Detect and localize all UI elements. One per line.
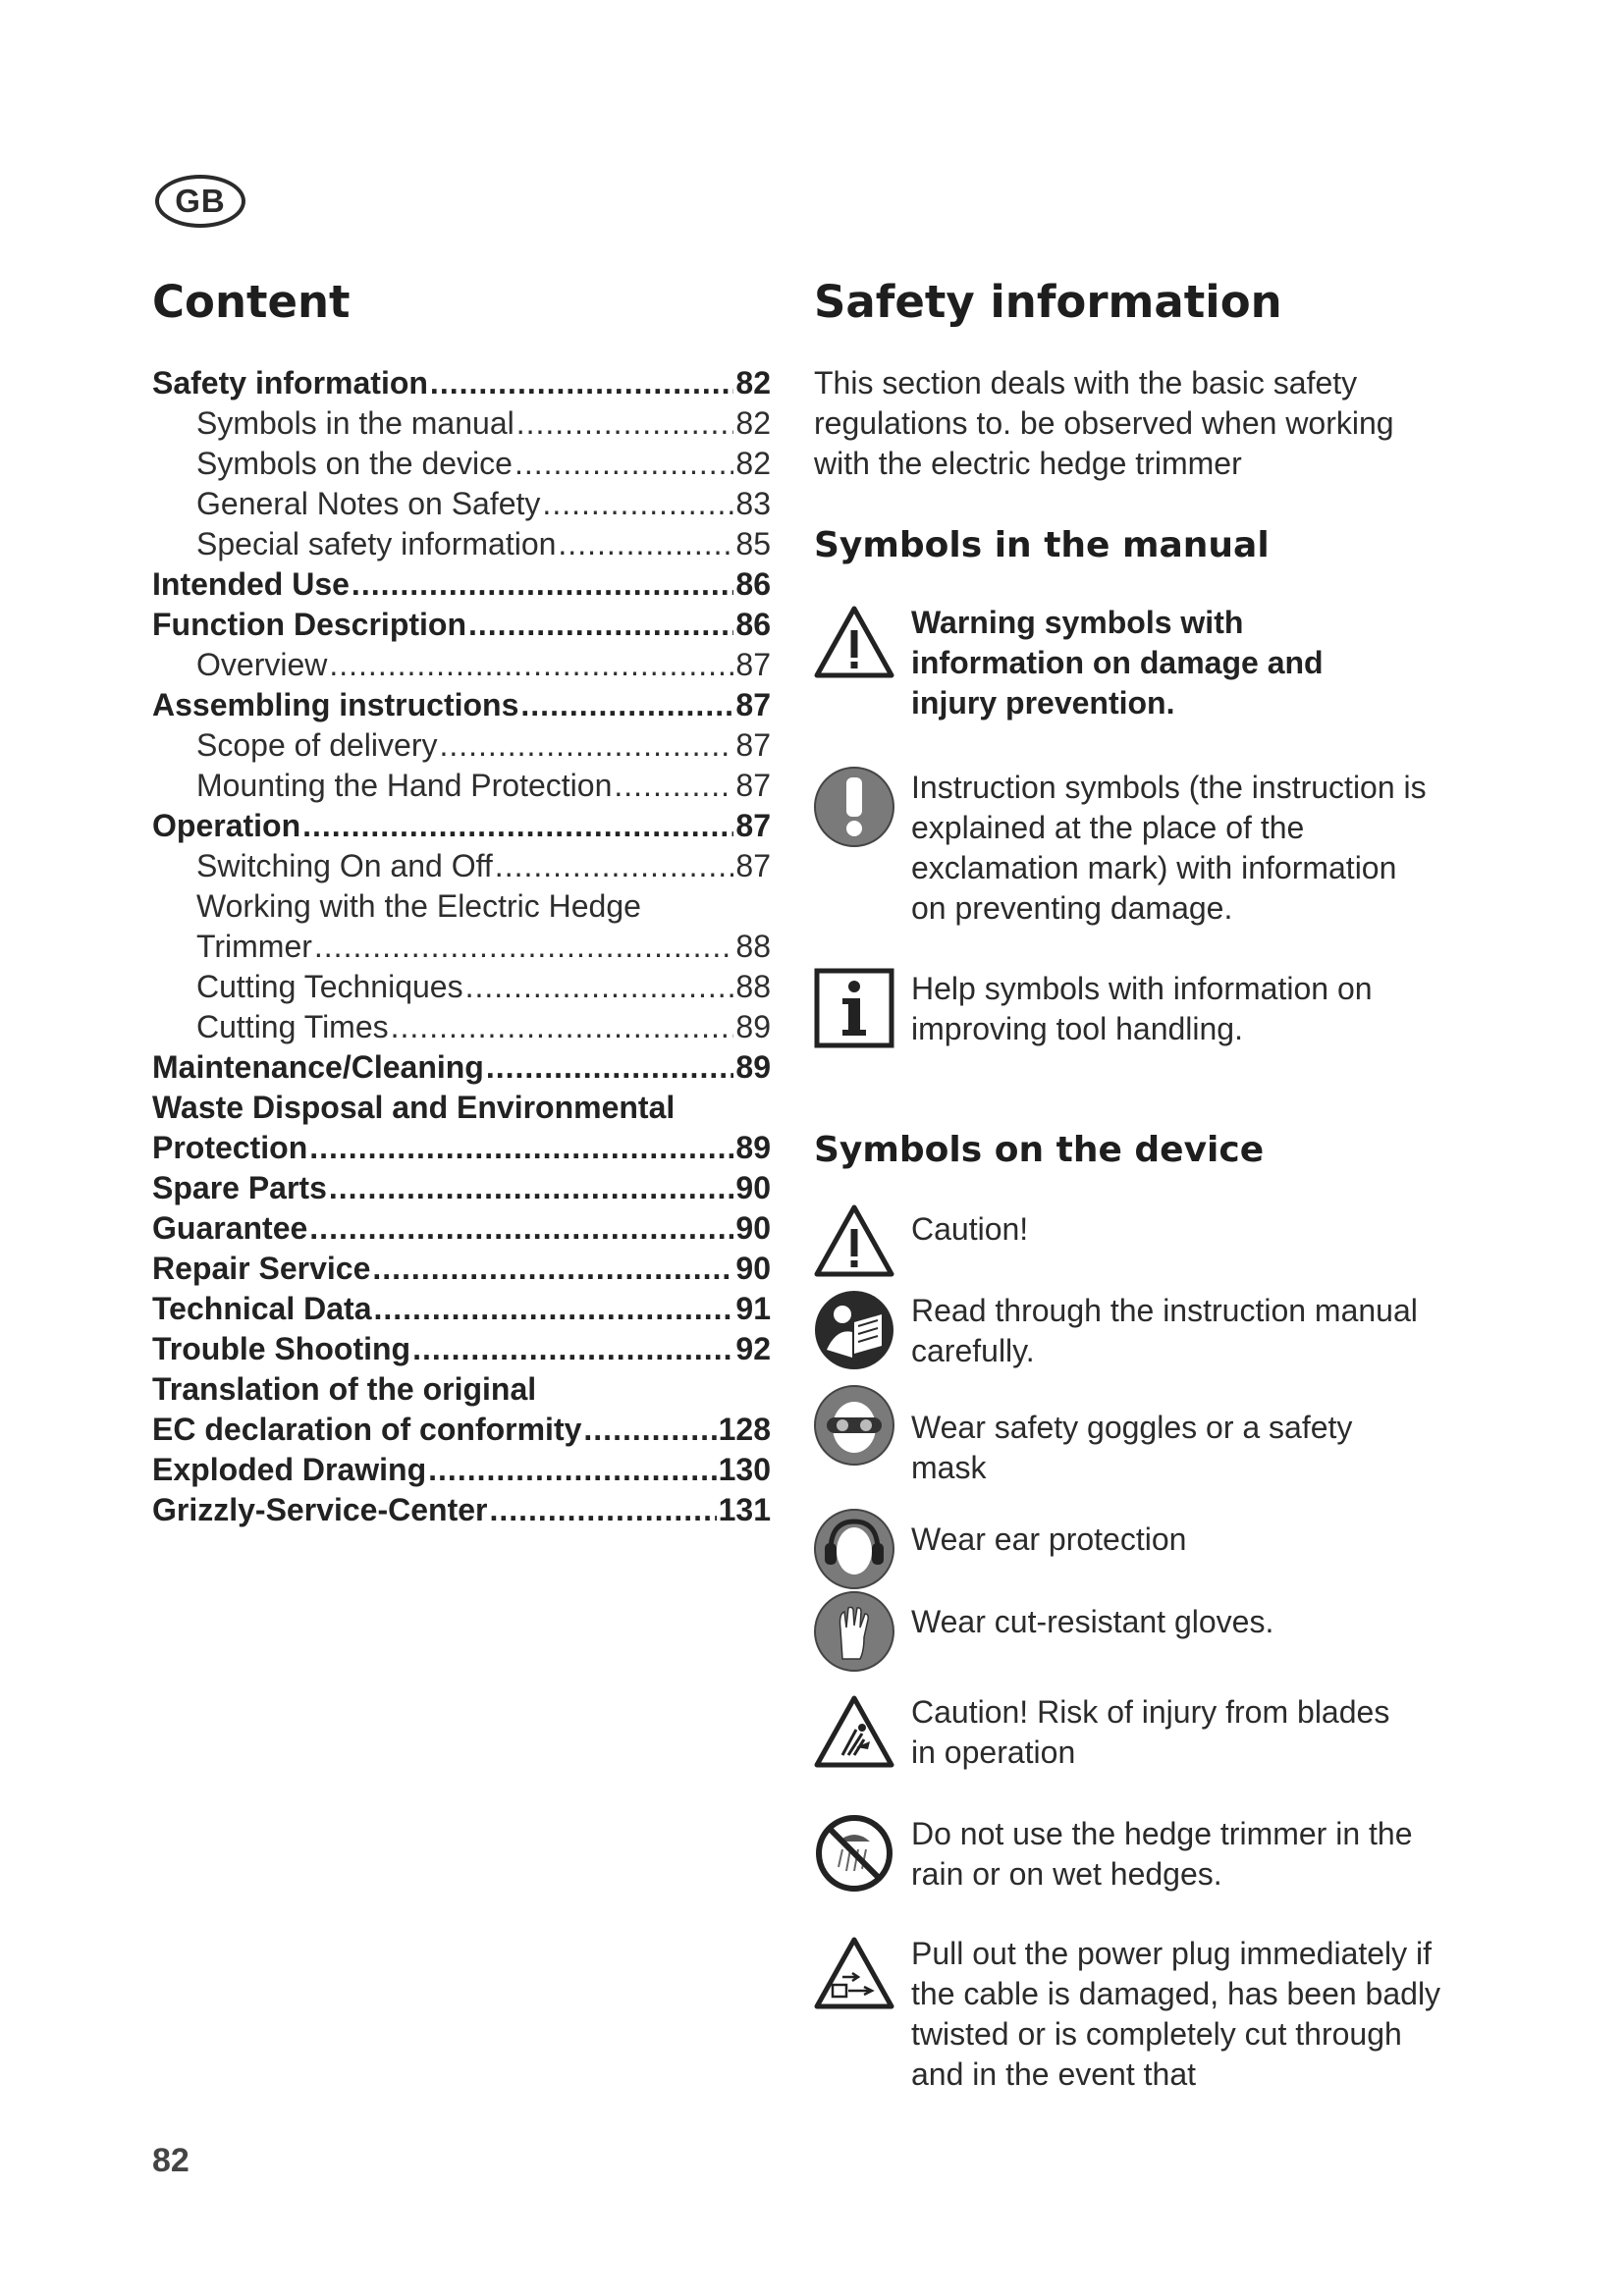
toc-leader-dots [465,967,734,1007]
toc-entry-label: Function Description [152,607,466,642]
toc-entry-label: Symbols on the device [196,446,513,481]
read-manual-icon [813,1289,895,1371]
toc-entry-label: Special safety information [196,526,557,561]
device-symbol-text: Caution! [911,1211,1029,1247]
toc-entry [152,645,771,685]
toc-entry-label: Operation [152,808,301,843]
toc-entry-page: 91 [735,1291,771,1326]
toc-entry-label: Mounting the Hand Protection [196,768,613,803]
toc-entry-label: Symbols in the manual [196,405,514,441]
toc-entry-label: Grizzly-Service-Center [152,1492,488,1527]
toc-leader-dots [486,1047,734,1088]
toc-entry [152,1128,771,1168]
device-symbol-text: Wear cut-resistant gloves. [911,1604,1274,1639]
toc-entry-page: 86 [735,566,771,602]
toc-leader-dots [329,1168,734,1208]
toc-leader-dots [391,1007,734,1047]
toc-entry [152,1329,771,1369]
toc-entry-label: Working with the Electric Hedge [196,888,641,924]
toc-entry-page: 90 [735,1170,771,1205]
toc-leader-dots [614,766,733,806]
toc-entry [152,846,771,886]
toc-leader-dots [520,685,733,725]
toc-leader-dots [314,927,734,967]
toc-entry-page: 82 [735,446,771,481]
toc-entry-page: 131 [718,1492,771,1527]
toc-entry [152,524,771,564]
no-rain-icon [813,1812,895,1895]
toc-entry-page: 87 [735,687,771,722]
symbols-device-heading: Symbols on the device [814,1130,1265,1170]
toc-leader-dots [489,1490,716,1530]
toc-leader-dots [430,363,733,403]
manual-symbol-help [813,967,1451,1049]
toc-entry-page: 90 [735,1210,771,1246]
toc-entry-label: EC declaration of conformity [152,1412,582,1447]
toc-entry-label: General Notes on Safety [196,486,541,521]
toc-entry [152,1007,771,1047]
toc-entry [152,1047,771,1088]
toc-entry-label: Maintenance/Cleaning [152,1049,484,1085]
manual-symbol-instruction [813,766,1451,929]
toc-entry-label: Translation of the original [152,1371,537,1407]
ear-protection-icon [813,1508,895,1590]
toc-entry-label: Trimmer [196,929,312,964]
toc-leader-dots [439,725,733,766]
toc-entry-label: Technical Data [152,1291,372,1326]
toc-entry-label: Cutting Techniques [196,969,463,1004]
toc-entry [152,806,771,846]
toc-entry [152,1249,771,1289]
toc-leader-dots [302,806,733,846]
toc-entry-label: Assembling instructions [152,687,519,722]
device-symbol-no-rain [813,1812,1451,1895]
manual-symbol-text: Warning symbols with information on damage and injury prevention. [911,605,1324,721]
toc-entry [152,484,771,524]
toc-entry-label: Overview [196,647,328,682]
toc-entry [152,1208,771,1249]
toc-leader-dots [373,1289,733,1329]
toc-entry-page: 87 [735,727,771,763]
exclamation-circle-icon [813,766,895,848]
toc-entry-page: 130 [718,1452,771,1487]
device-symbol-caution [813,1200,1451,1282]
toc-entry-label: Guarantee [152,1210,308,1246]
toc-entry-page: 87 [735,808,771,843]
toc-entry-label: Switching On and Off [196,848,493,883]
toc-entry-page: 88 [735,929,771,964]
toc-entry-page: 87 [735,848,771,883]
toc-entry-page: 83 [735,486,771,521]
device-symbol-text: Wear safety goggles or a safety mask [911,1410,1353,1485]
toc-entry-page: 128 [718,1412,771,1447]
toc-leader-dots [309,1128,733,1168]
blade-hazard-icon [813,1690,895,1773]
device-symbol-text: Caution! Risk of injury from blades in operation [911,1694,1390,1770]
toc-entry [152,1369,771,1410]
device-symbol-text: Do not use the hedge trimmer in the rain or on wet hedges. [911,1816,1413,1892]
toc-entry [152,564,771,605]
toc-entry-label: Protection [152,1130,308,1165]
toc-entry-label: Safety information [152,365,428,400]
country-badge: GB [155,175,245,228]
page-number: 82 [152,2142,189,2179]
toc-leader-dots [372,1249,733,1289]
toc-entry-label: Exploded Drawing [152,1452,427,1487]
toc-entry [152,1168,771,1208]
table-of-contents [152,363,771,1530]
content-heading: Content [152,276,351,328]
device-symbol-text: Pull out the power plug immediately if the cable is damaged, has been badly twisted or is completely cut through and in the event that [911,1936,1441,2092]
device-symbol-read-manual [813,1289,1451,1371]
device-symbol-blade-hazard [813,1690,1451,1773]
device-symbol-ear-protection [813,1508,1451,1590]
toc-entry-label: Spare Parts [152,1170,327,1205]
manual-symbol-warning [813,601,1451,723]
device-symbol-text: Read through the instruction manual carefully. [911,1293,1418,1368]
toc-entry [152,403,771,444]
unplug-icon [813,1932,895,2014]
toc-leader-dots [428,1450,716,1490]
toc-entry-page: 92 [735,1331,771,1366]
toc-leader-dots [412,1329,733,1369]
toc-entry-page: 90 [735,1251,771,1286]
toc-entry [152,444,771,484]
safety-information-heading: Safety information [814,276,1282,328]
device-symbol-unplug [813,1932,1451,2095]
toc-entry [152,886,771,927]
toc-entry-label: Trouble Shooting [152,1331,411,1366]
toc-entry [152,725,771,766]
symbols-manual-heading: Symbols in the manual [814,525,1270,565]
toc-entry-page: 82 [735,405,771,441]
toc-entry [152,967,771,1007]
toc-entry-label: Cutting Times [196,1009,389,1044]
toc-entry [152,363,771,403]
toc-leader-dots [516,403,734,444]
toc-entry-page: 89 [735,1009,771,1044]
toc-entry [152,927,771,967]
toc-entry-page: 88 [735,969,771,1004]
manual-symbol-text: Help symbols with information on improving tool handling. [911,971,1373,1046]
toc-entry-label: Repair Service [152,1251,371,1286]
toc-leader-dots [309,1208,733,1249]
toc-leader-dots [558,524,733,564]
info-box-icon [813,967,895,1049]
toc-entry-label: Intended Use [152,566,350,602]
toc-entry-page: 89 [735,1130,771,1165]
toc-entry [152,1088,771,1128]
toc-entry [152,605,771,645]
toc-entry [152,1490,771,1530]
toc-entry-page: 85 [735,526,771,561]
toc-entry-page: 86 [735,607,771,642]
safety-goggles-icon [813,1384,895,1467]
toc-leader-dots [352,564,733,605]
warning-triangle-icon [813,601,895,683]
toc-entry [152,1289,771,1329]
gloves-icon [813,1590,895,1673]
toc-entry-label: Scope of delivery [196,727,438,763]
toc-entry-page: 89 [735,1049,771,1085]
toc-entry [152,1450,771,1490]
device-symbol-goggles [813,1384,1451,1488]
manual-symbol-text: Instruction symbols (the instruction is explained at the place of the exclamation mark) with information on preventing damage. [911,770,1427,926]
toc-entry [152,685,771,725]
toc-entry-page: 87 [735,647,771,682]
toc-entry-label: Waste Disposal and Environmental [152,1090,676,1125]
safety-intro-text: This section deals with the basic safety regulations to. be observed when working with the electric hedge trimmer [814,365,1394,481]
toc-leader-dots [583,1410,716,1450]
toc-leader-dots [514,444,733,484]
toc-leader-dots [542,484,733,524]
device-symbol-gloves [813,1590,1451,1673]
toc-entry [152,766,771,806]
toc-entry [152,1410,771,1450]
toc-entry-page: 87 [735,768,771,803]
toc-leader-dots [468,605,733,645]
device-symbol-text: Wear ear protection [911,1522,1187,1557]
toc-leader-dots [329,645,733,685]
caution-triangle-icon [813,1200,895,1282]
toc-leader-dots [495,846,734,886]
toc-entry-page: 82 [735,365,771,400]
